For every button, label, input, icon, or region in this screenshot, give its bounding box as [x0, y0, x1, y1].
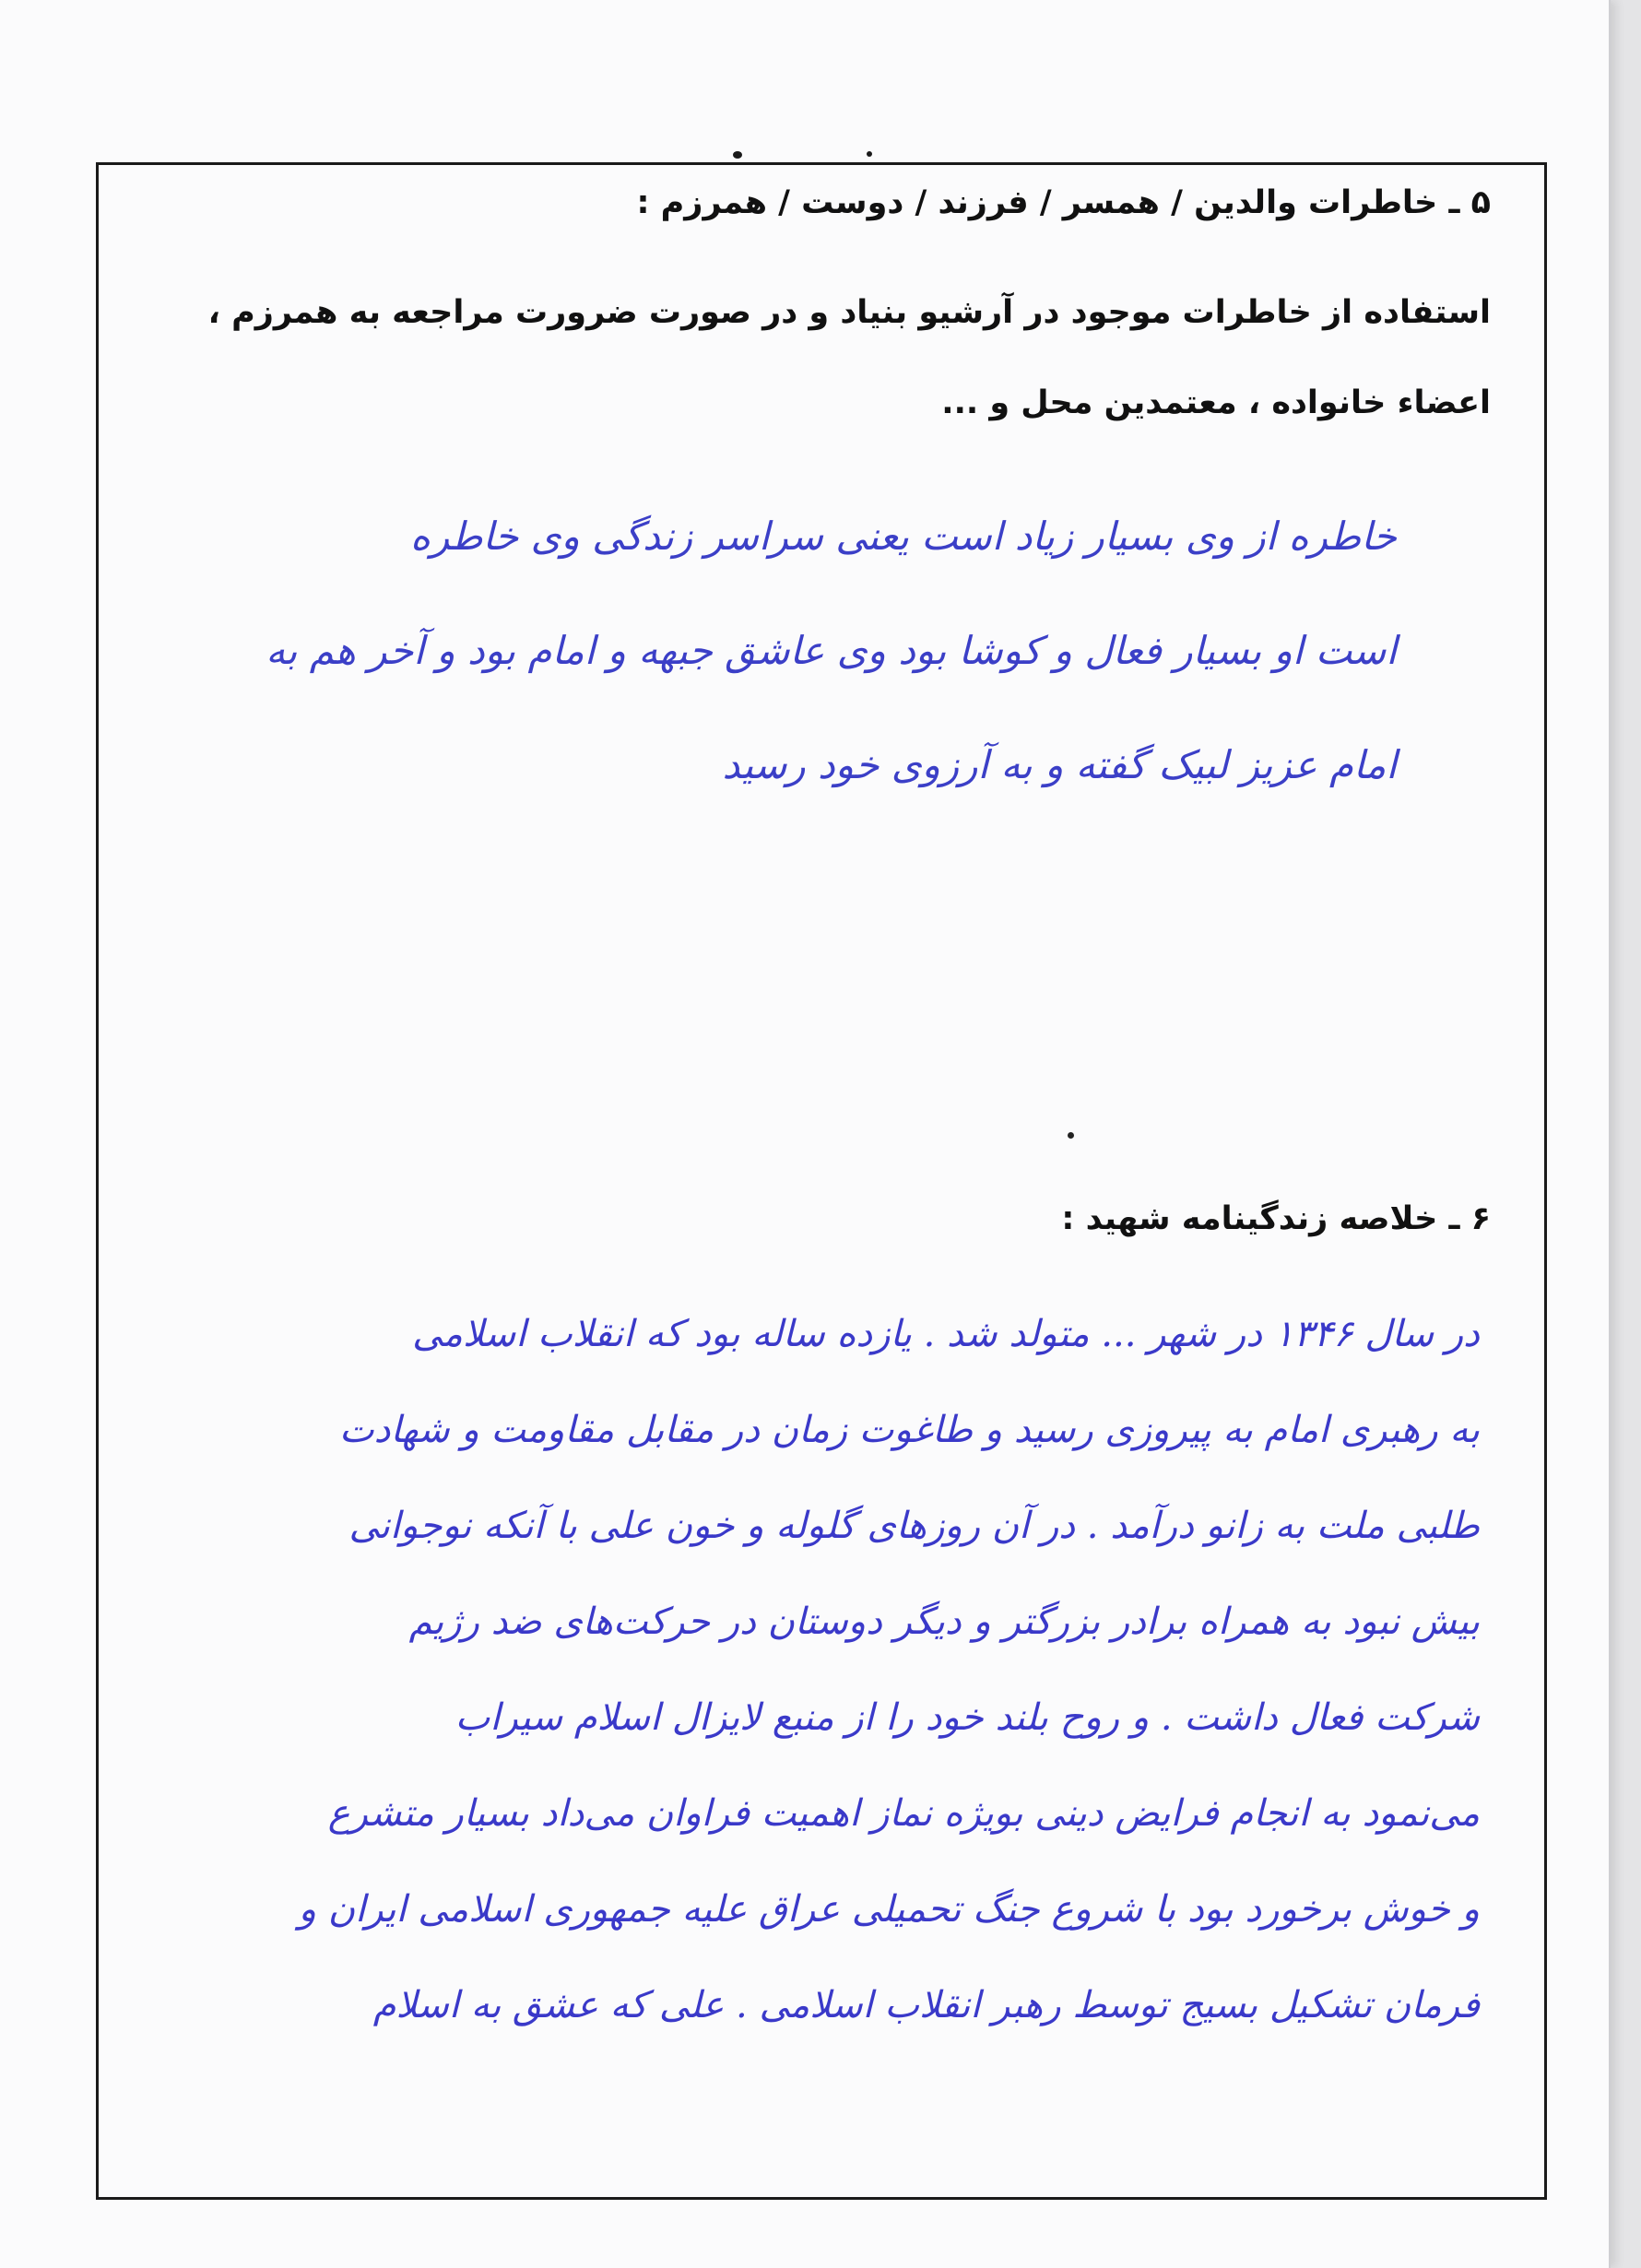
- handwritten-line: است او بسیار فعال و کوشا بود وی عاشق جبهه و امام بود و آخر هم به: [266, 628, 1397, 673]
- stray-mark: [1068, 1132, 1074, 1139]
- handwritten-line: در سال ۱۳۴۶ در شهر ... متولد شد . یازده ساله بود که انقلاب اسلامی: [412, 1313, 1480, 1355]
- handwritten-line: امام عزیز لبیک گفته و به آرزوی خود رسید: [722, 742, 1397, 787]
- section-5-instructions: استفاده از خاطرات موجود در آرشیو بنیاد و در صورت ضرورت مراجعه به همرزم ، اعضاء خانواده ، معتمدین محل و ...: [207, 294, 1491, 421]
- handwritten-line: طلبی ملت به زانو درآمد . در آن روزهای گلوله و خون علی با آنکه نوجوانی: [348, 1505, 1480, 1547]
- biography-handwritten-text: [51, 1286, 1480, 2053]
- handwritten-line: به رهبری امام به پیروزی رسید و طاغوت زمان در مقابل مقاومت و شهادت: [339, 1409, 1480, 1451]
- memory-handwritten-text: [152, 479, 1397, 822]
- section-5-title: ۵ ـ خاطرات والدین / همسر / فرزند / دوست / همرزم :: [636, 184, 1491, 221]
- handwritten-line: و خوش برخورد بود با شروع جنگ تحمیلی عراق علیه جمهوری اسلامی ایران و: [298, 1888, 1480, 1931]
- section-6-title: ۶ ـ خلاصه زندگینامه شهید :: [1061, 1200, 1491, 1237]
- handwritten-line: بیش نبود به همراه برادر بزرگتر و دیگر دوستان در حرکت‌های ضد رژیم: [408, 1601, 1480, 1643]
- handwritten-line: خاطره از وی بسیار زیاد است یعنی سراسر زندگی وی خاطره: [409, 514, 1397, 559]
- handwritten-line: شرکت فعال داشت . و روح بلند خود را از منبع لایزال اسلام سیراب: [455, 1696, 1480, 1739]
- punch-mark: [867, 151, 872, 157]
- handwritten-line: فرمان تشکیل بسیج توسط رهبر انقلاب اسلامی . علی که عشق به اسلام: [372, 1984, 1480, 2026]
- punch-mark: [733, 151, 742, 159]
- handwritten-line: می‌نمود به انجام فرایض دینی بویژه نماز اهمیت فراوان می‌داد بسیار متشرع: [327, 1792, 1480, 1835]
